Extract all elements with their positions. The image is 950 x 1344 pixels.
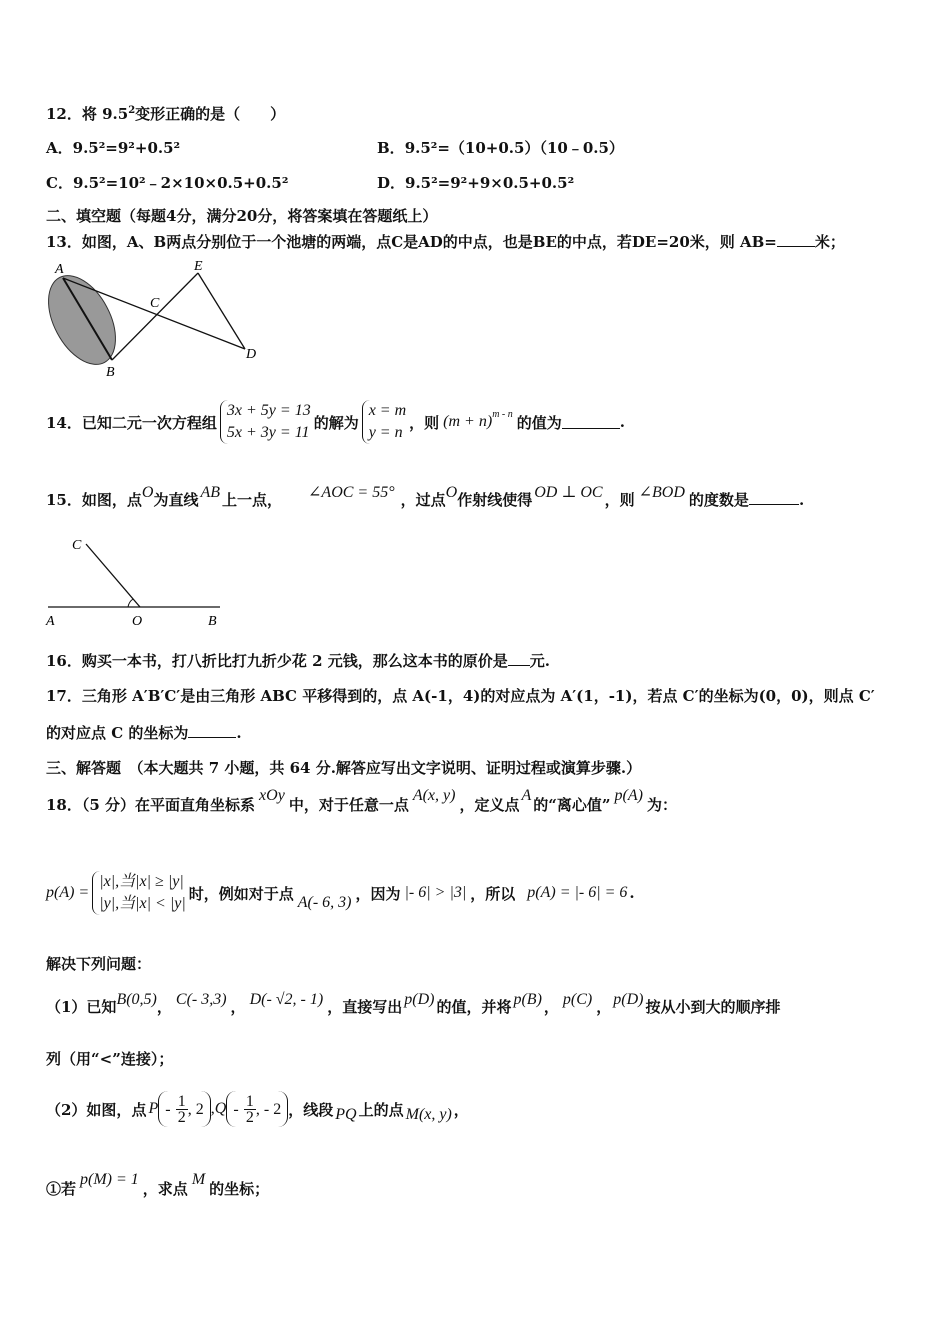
section-2-title: 二、填空题（每题4分，满分20分，将答案填在答题纸上）: [46, 207, 438, 225]
q18-solve-heading: 解决下列问题：: [46, 955, 152, 973]
q12-option-a: A．9.5²=9²+0.5²: [46, 139, 181, 157]
section-3-title: 三、解答题 （本大题共 7 小题，共 64 分.解答应写出文字说明、证明过程或演算步骤.）: [46, 759, 642, 777]
q18-part1-line2: 列（用“<”连接）；: [46, 1050, 174, 1068]
q18-definition: p(A) = |x|,当|x| ≥ |y| |y|,当|x| < |y| 时，例如对于点 A(- 6, 3) ，因为 |- 6| > |3| ，所以 p(A) = |- 6| = 6 .: [46, 865, 635, 921]
q15-text: 15．如图，点O为直线 AB 上一点， ∠AOC = 55° ，过点O作射线使得 OD ⊥ OC ，则 ∠BOD 的度数是 .: [46, 484, 805, 509]
q13-figure: [40, 255, 270, 380]
q16-text: 16．购买一本书，打八折比打九折少花 2 元钱，那么这本书的原价是 元.: [46, 652, 550, 670]
segment-be: [112, 273, 198, 360]
label-d: D: [246, 347, 257, 362]
point-p-coords: - $\frac{1}{2}$, 2: [158, 1091, 211, 1127]
label-o: O: [132, 614, 143, 629]
label-a: A: [55, 262, 64, 277]
q14-system: 3x + 5y = 13 5x + 3y = 11: [220, 400, 311, 444]
q17-line1: 17．三角形 A′B′C′是由三角形 ABC 平移得到的，点 A(-1，4)的对应点为 A′(1，-1)，若点 C′的坐标为(0，0)，则点 C′: [46, 687, 875, 705]
label-c: C: [150, 296, 160, 311]
q14-text: 14．已知二元一次方程组 3x + 5y = 13 5x + 3y = 11 的解为 x = m y = n ，则 (m + n) $^{m - n}$ 的值为 .: [46, 397, 625, 447]
point-q-coords: - $\frac{1}{2}$, - 2: [226, 1091, 288, 1127]
angle-arc: [128, 599, 133, 607]
q18-stem: 18．（5 分）在平面直角坐标系xOy中，对于任意一点A(x, y)，定义点A的“离心值”p(A)为：: [46, 787, 677, 814]
q18-piecewise: |x|,当|x| ≥ |y| |y|,当|x| < |y|: [92, 871, 186, 915]
label-b: B: [208, 614, 217, 629]
q17-line2: 的对应点 C 的坐标为 .: [46, 724, 242, 742]
q13-text: 13．如图，A、B两点分别位于一个池塘的两端，点C是AD的中点，也是BE的中点，若DE=20米，则 AB= 米；: [46, 233, 845, 251]
q18-sub1: ①若p(M) = 1，求点M的坐标；: [46, 1171, 270, 1198]
q12-option-d: D．9.5²=9²+9×0.5+0.5²: [377, 174, 575, 192]
label-c: C: [72, 538, 82, 553]
q15-figure: [40, 530, 240, 630]
q12-stem: 12．将 $9.5^2$变形正确的是（ ）: [46, 105, 286, 123]
q14-solution: x = m y = n: [362, 400, 406, 444]
q18-part2: （2）如图，点 P - $\frac{1}{2}$, 2 , Q - $\frac{1}{2}$, - 2 ，线段 PQ 上的点 M(x, y) ，: [46, 1093, 469, 1126]
pond-shape: [40, 264, 129, 375]
label-b: B: [106, 365, 115, 380]
q12-option-c: C．9.5²=10²﹣2×10×0.5+0.5²: [46, 174, 289, 192]
label-e: E: [194, 259, 203, 274]
ray-oc: [86, 544, 140, 607]
q12-option-b: B．9.5²=（10+0.5）（10﹣0.5）: [377, 139, 624, 157]
label-a: A: [46, 614, 55, 629]
q18-part1: （1）已知B(0,5)， C(- 3,3) ， D(- √2, - 1) ，直接写出 p(D) 的值，并将 p(B) ， p(C) ， p(D) 按从小到大的顺序排: [46, 991, 781, 1016]
segment-ed: [198, 273, 245, 349]
